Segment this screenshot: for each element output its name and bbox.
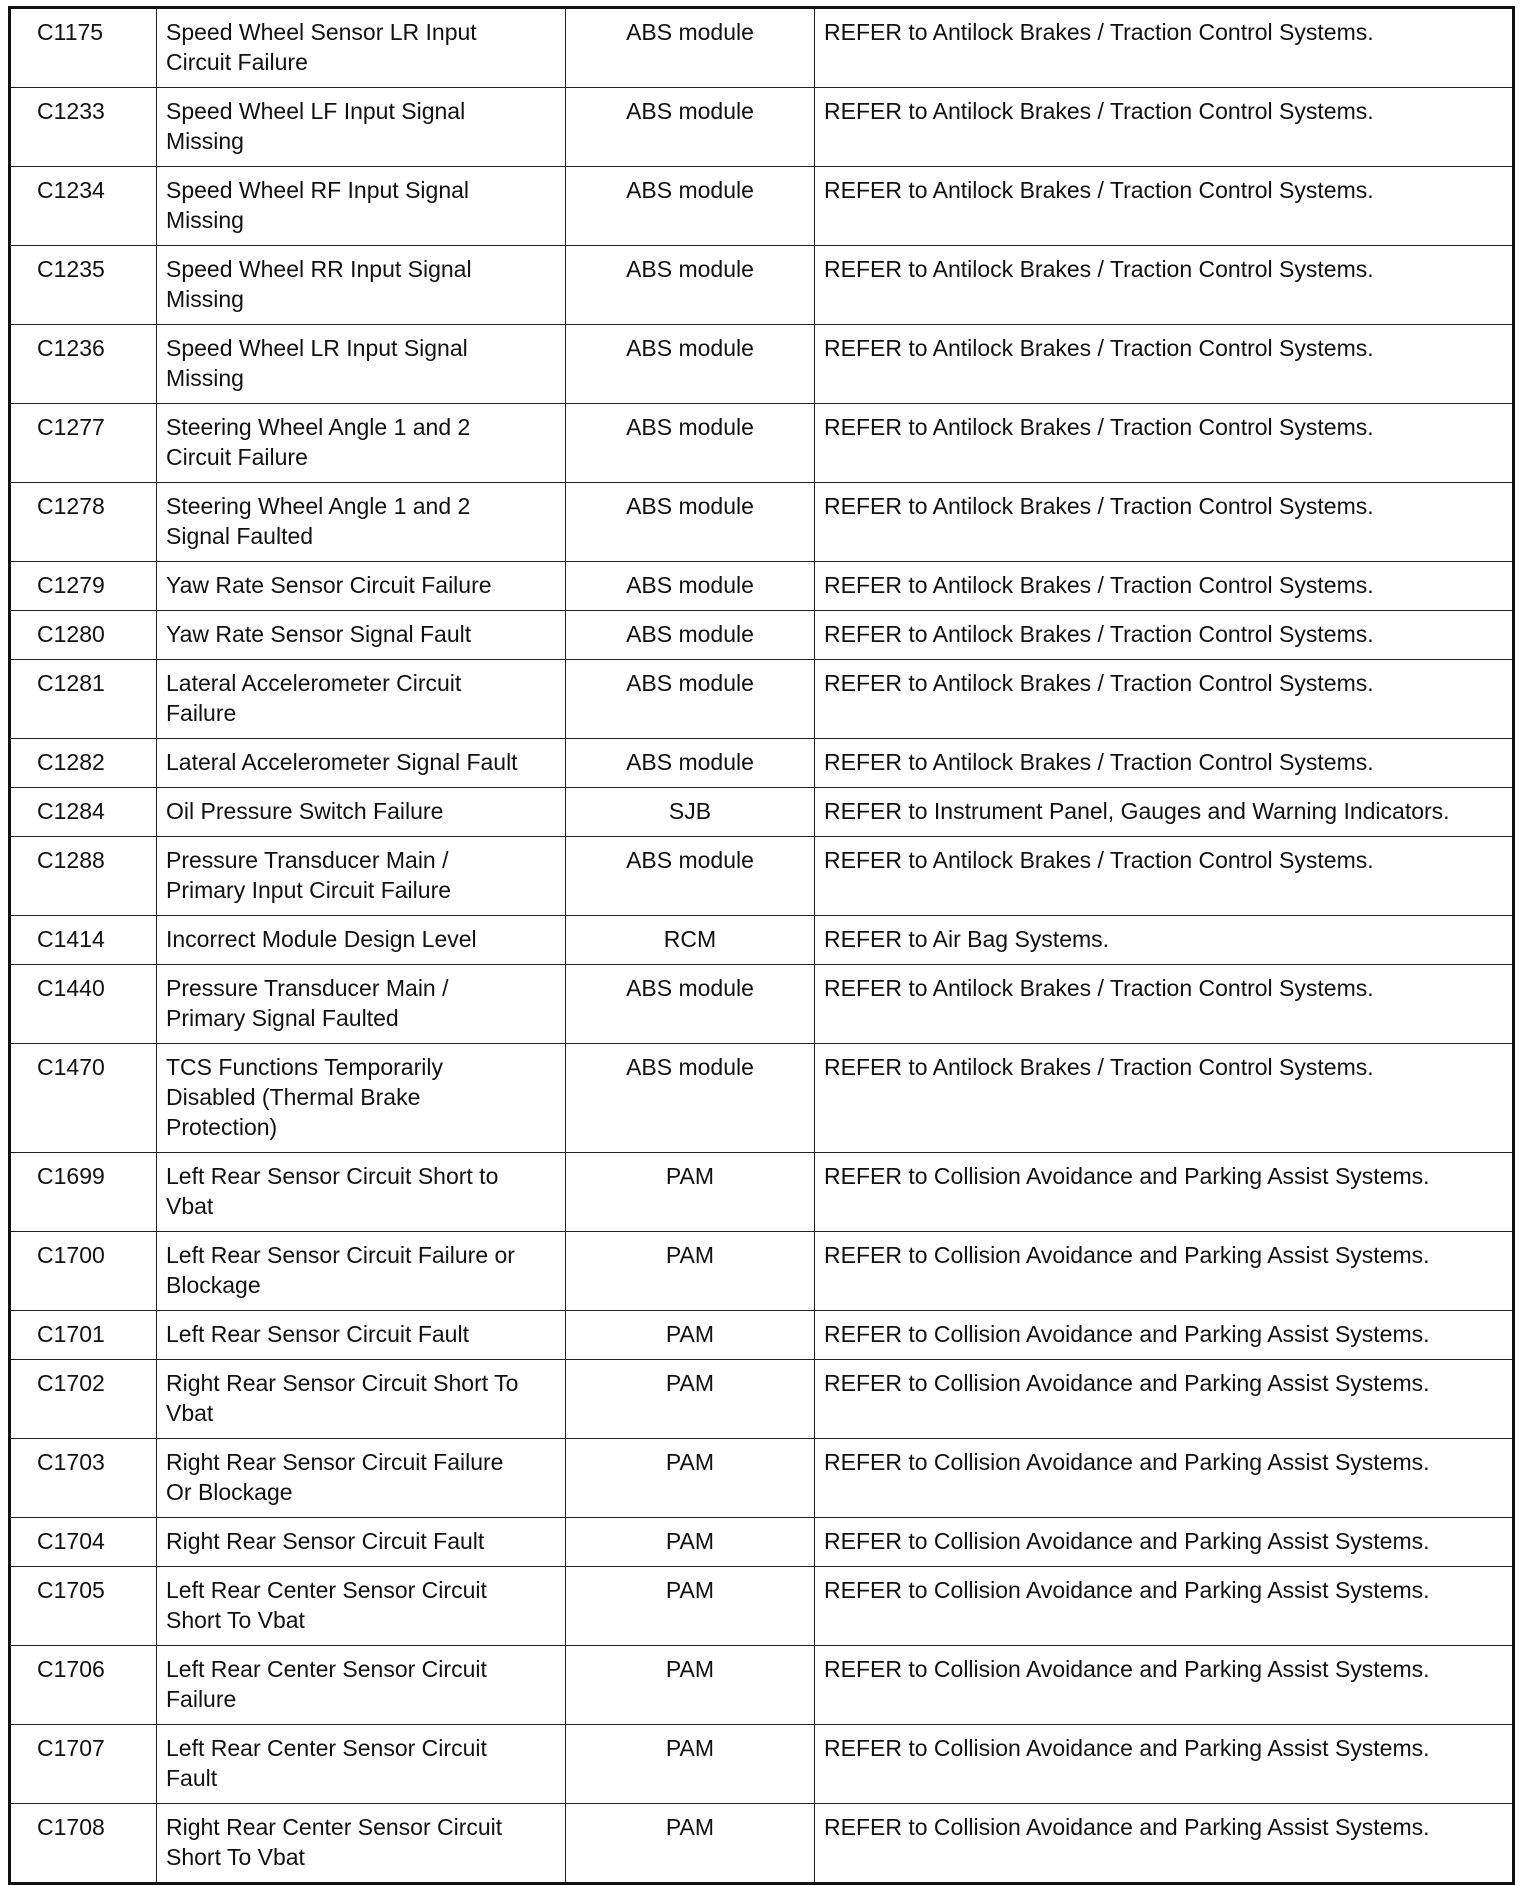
dtc-code-cell: C1699 (10, 1153, 157, 1232)
table-row (10, 965, 1514, 1044)
dtc-table (8, 6, 1515, 1885)
table-row (10, 916, 1514, 965)
description-cell: Speed Wheel RR Input Signal Missing (157, 246, 566, 325)
module-cell: PAM (566, 1153, 815, 1232)
dtc-code-cell: C1704 (10, 1518, 157, 1567)
description-cell: Right Rear Sensor Circuit Failure Or Blockage (157, 1439, 566, 1518)
table-row (10, 1439, 1514, 1518)
dtc-code-cell: C1281 (10, 660, 157, 739)
table-row (10, 739, 1514, 788)
dtc-code-cell: C1235 (10, 246, 157, 325)
description-cell: Speed Wheel RF Input Signal Missing (157, 167, 566, 246)
table-row (10, 246, 1514, 325)
description-cell: Right Rear Sensor Circuit Short To Vbat (157, 1360, 566, 1439)
module-cell: ABS module (566, 404, 815, 483)
description-cell: TCS Functions Temporarily Disabled (Thermal Brake Protection) (157, 1044, 566, 1153)
dtc-code-cell: C1701 (10, 1311, 157, 1360)
table-row (10, 1518, 1514, 1567)
dtc-code-cell: C1702 (10, 1360, 157, 1439)
module-cell: ABS module (566, 1044, 815, 1153)
description-cell: Oil Pressure Switch Failure (157, 788, 566, 837)
module-cell: ABS module (566, 325, 815, 404)
action-cell: REFER to Antilock Brakes / Traction Control Systems. (815, 246, 1514, 325)
module-cell: ABS module (566, 483, 815, 562)
action-cell: REFER to Instrument Panel, Gauges and Warning Indicators. (815, 788, 1514, 837)
action-cell: REFER to Antilock Brakes / Traction Control Systems. (815, 483, 1514, 562)
action-cell: REFER to Antilock Brakes / Traction Control Systems. (815, 8, 1514, 88)
table-row (10, 167, 1514, 246)
action-cell: REFER to Antilock Brakes / Traction Control Systems. (815, 739, 1514, 788)
action-cell: REFER to Collision Avoidance and Parking Assist Systems. (815, 1725, 1514, 1804)
description-cell: Incorrect Module Design Level (157, 916, 566, 965)
module-cell: PAM (566, 1360, 815, 1439)
description-cell: Lateral Accelerometer Signal Fault (157, 739, 566, 788)
dtc-table-body (10, 8, 1514, 1884)
module-cell: PAM (566, 1725, 815, 1804)
table-row (10, 837, 1514, 916)
description-cell: Right Rear Sensor Circuit Fault (157, 1518, 566, 1567)
dtc-code-cell: C1236 (10, 325, 157, 404)
dtc-code-cell: C1705 (10, 1567, 157, 1646)
module-cell: PAM (566, 1439, 815, 1518)
description-cell: Left Rear Sensor Circuit Failure or Blockage (157, 1232, 566, 1311)
module-cell: ABS module (566, 246, 815, 325)
dtc-code-cell: C1706 (10, 1646, 157, 1725)
action-cell: REFER to Collision Avoidance and Parking Assist Systems. (815, 1153, 1514, 1232)
action-cell: REFER to Collision Avoidance and Parking Assist Systems. (815, 1360, 1514, 1439)
module-cell: ABS module (566, 837, 815, 916)
description-cell: Speed Wheel LF Input Signal Missing (157, 88, 566, 167)
description-cell: Left Rear Sensor Circuit Fault (157, 1311, 566, 1360)
description-cell: Yaw Rate Sensor Circuit Failure (157, 562, 566, 611)
dtc-code-cell: C1708 (10, 1804, 157, 1884)
dtc-code-cell: C1707 (10, 1725, 157, 1804)
table-row (10, 1232, 1514, 1311)
description-cell: Pressure Transducer Main / Primary Input Circuit Failure (157, 837, 566, 916)
description-cell: Yaw Rate Sensor Signal Fault (157, 611, 566, 660)
action-cell: REFER to Antilock Brakes / Traction Control Systems. (815, 167, 1514, 246)
module-cell: PAM (566, 1804, 815, 1884)
description-cell: Speed Wheel LR Input Signal Missing (157, 325, 566, 404)
action-cell: REFER to Antilock Brakes / Traction Control Systems. (815, 88, 1514, 167)
description-cell: Steering Wheel Angle 1 and 2 Circuit Failure (157, 404, 566, 483)
module-cell: ABS module (566, 739, 815, 788)
description-cell: Pressure Transducer Main / Primary Signal Faulted (157, 965, 566, 1044)
table-row (10, 1153, 1514, 1232)
action-cell: REFER to Collision Avoidance and Parking Assist Systems. (815, 1232, 1514, 1311)
action-cell: REFER to Collision Avoidance and Parking Assist Systems. (815, 1518, 1514, 1567)
action-cell: REFER to Antilock Brakes / Traction Control Systems. (815, 965, 1514, 1044)
dtc-code-cell: C1700 (10, 1232, 157, 1311)
table-row (10, 483, 1514, 562)
module-cell: SJB (566, 788, 815, 837)
dtc-code-cell: C1703 (10, 1439, 157, 1518)
table-row (10, 1311, 1514, 1360)
description-cell: Left Rear Sensor Circuit Short to Vbat (157, 1153, 566, 1232)
description-cell: Steering Wheel Angle 1 and 2 Signal Faulted (157, 483, 566, 562)
description-cell: Left Rear Center Sensor Circuit Fault (157, 1725, 566, 1804)
description-cell: Right Rear Center Sensor Circuit Short To Vbat (157, 1804, 566, 1884)
description-cell: Speed Wheel Sensor LR Input Circuit Failure (157, 8, 566, 88)
module-cell: ABS module (566, 562, 815, 611)
dtc-code-cell: C1234 (10, 167, 157, 246)
table-row (10, 325, 1514, 404)
table-row (10, 1804, 1514, 1884)
table-row (10, 562, 1514, 611)
description-cell: Left Rear Center Sensor Circuit Failure (157, 1646, 566, 1725)
module-cell: ABS module (566, 611, 815, 660)
module-cell: PAM (566, 1518, 815, 1567)
table-row (10, 1646, 1514, 1725)
table-row (10, 1360, 1514, 1439)
table-row (10, 88, 1514, 167)
action-cell: REFER to Antilock Brakes / Traction Control Systems. (815, 325, 1514, 404)
action-cell: REFER to Collision Avoidance and Parking Assist Systems. (815, 1439, 1514, 1518)
module-cell: PAM (566, 1311, 815, 1360)
dtc-code-cell: C1280 (10, 611, 157, 660)
dtc-code-cell: C1278 (10, 483, 157, 562)
table-row (10, 788, 1514, 837)
action-cell: REFER to Collision Avoidance and Parking Assist Systems. (815, 1567, 1514, 1646)
action-cell: REFER to Antilock Brakes / Traction Control Systems. (815, 562, 1514, 611)
module-cell: ABS module (566, 167, 815, 246)
dtc-code-cell: C1440 (10, 965, 157, 1044)
dtc-code-cell: C1288 (10, 837, 157, 916)
table-row (10, 1567, 1514, 1646)
table-row (10, 404, 1514, 483)
dtc-code-cell: C1284 (10, 788, 157, 837)
dtc-code-cell: C1282 (10, 739, 157, 788)
action-cell: REFER to Antilock Brakes / Traction Control Systems. (815, 404, 1514, 483)
dtc-code-cell: C1175 (10, 8, 157, 88)
module-cell: RCM (566, 916, 815, 965)
action-cell: REFER to Air Bag Systems. (815, 916, 1514, 965)
table-row (10, 8, 1514, 88)
module-cell: ABS module (566, 88, 815, 167)
action-cell: REFER to Collision Avoidance and Parking Assist Systems. (815, 1804, 1514, 1884)
action-cell: REFER to Antilock Brakes / Traction Control Systems. (815, 660, 1514, 739)
dtc-code-cell: C1277 (10, 404, 157, 483)
module-cell: PAM (566, 1567, 815, 1646)
dtc-code-cell: C1279 (10, 562, 157, 611)
table-row (10, 1044, 1514, 1153)
description-cell: Lateral Accelerometer Circuit Failure (157, 660, 566, 739)
module-cell: PAM (566, 1646, 815, 1725)
module-cell: ABS module (566, 660, 815, 739)
table-row (10, 611, 1514, 660)
action-cell: REFER to Collision Avoidance and Parking Assist Systems. (815, 1311, 1514, 1360)
action-cell: REFER to Collision Avoidance and Parking Assist Systems. (815, 1646, 1514, 1725)
dtc-code-cell: C1233 (10, 88, 157, 167)
action-cell: REFER to Antilock Brakes / Traction Control Systems. (815, 611, 1514, 660)
table-row (10, 660, 1514, 739)
action-cell: REFER to Antilock Brakes / Traction Control Systems. (815, 1044, 1514, 1153)
dtc-code-cell: C1414 (10, 916, 157, 965)
description-cell: Left Rear Center Sensor Circuit Short To Vbat (157, 1567, 566, 1646)
module-cell: ABS module (566, 8, 815, 88)
table-row (10, 1725, 1514, 1804)
dtc-code-cell: C1470 (10, 1044, 157, 1153)
action-cell: REFER to Antilock Brakes / Traction Control Systems. (815, 837, 1514, 916)
module-cell: ABS module (566, 965, 815, 1044)
module-cell: PAM (566, 1232, 815, 1311)
